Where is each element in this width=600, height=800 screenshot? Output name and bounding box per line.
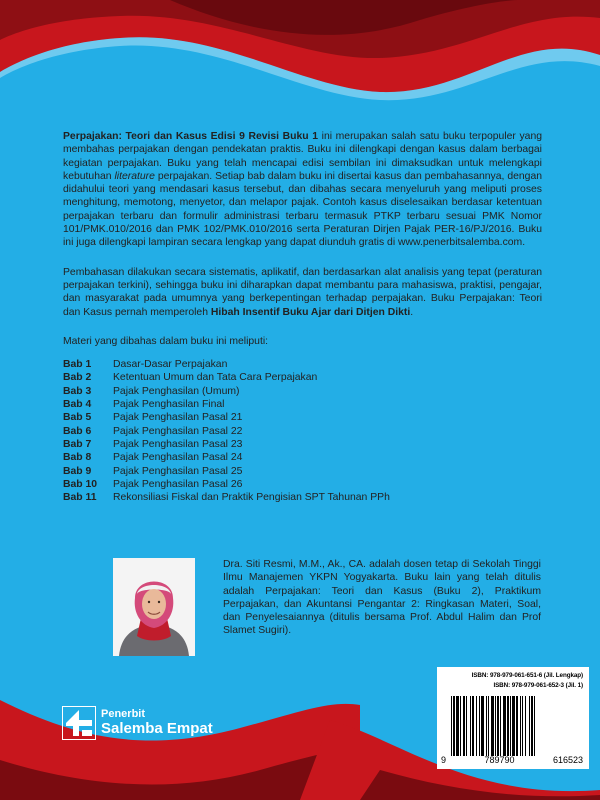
barcode-bar [529, 696, 530, 756]
chapter-number: Bab 1 [63, 359, 92, 371]
publisher-name: Salemba Empat [101, 720, 213, 737]
salemba-logo-icon [62, 706, 96, 740]
description-text: perpajakan. Setiap bab dalam buku ini disertai kasus dan pembahasannya, dengan didahului teori yang mendasari kasus tersebut, dan dibahas secara menyeluruh yang meliputi proses menghitung, memotong, menyetor, dan melapor pajak. Contoh kasus diselesaikan berdasar ketentuan perpajakan terbaru dan formulir administrasi terbaru termasuk PTKP terbaru sesuai PMK Nomor 101/PMK.010/2016 dan PMK 102/PMK.010/2016 serta Peraturan Dirjen Pajak PER-16/PJ/2016. Buku ini juga dilengkapi lampiran secara lengkap yang dapat diunduh gratis di www.penerbitsalemba.com. [63, 170, 543, 249]
description-text: ini merupakan salah satu buku terpopuler yang membahas perpajakan dengan pendekatan praktis. Buku ini dilengkapi dengan kasus dalam berbagai kegiatan perpajakan. Buku yang telah mencapai edisi sembilan ini dimaksudkan untuk melengkapi kebutuhan [63, 131, 543, 182]
chapters-intro: Materi yang dibahas dalam buku ini meliputi: [63, 335, 269, 347]
barcode-bar [522, 696, 523, 756]
chapter-number: Bab 2 [63, 372, 92, 384]
chapter-item [63, 398, 542, 411]
chapter-list [63, 358, 542, 504]
barcode-bar [460, 696, 461, 756]
isbn-barcode-box [437, 667, 589, 769]
barcode-bar [470, 696, 471, 756]
barcode-bar [456, 696, 459, 756]
chapter-number: Bab 6 [63, 425, 92, 437]
author-photo [113, 558, 195, 656]
chapter-item [63, 478, 542, 491]
chapter-item [63, 465, 542, 478]
italic-word: literature [114, 170, 155, 182]
chapter-item [63, 411, 542, 424]
barcode-bar [486, 696, 487, 756]
barcode-digit-group: 789790 [484, 755, 515, 765]
barcode-bar [476, 696, 477, 756]
barcode-bar [534, 696, 535, 756]
chapter-title: Pajak Penghasilan (Umum) [113, 385, 240, 397]
chapter-number: Bab 4 [63, 399, 92, 411]
barcode-bar [531, 696, 533, 756]
chapter-number: Bab 8 [63, 452, 92, 464]
chapter-title: Pajak Penghasilan Pasal 25 [113, 465, 243, 477]
award-text: Hibah Insentif Buku Ajar dari Ditjen Dikti [210, 306, 411, 318]
chapter-number: Bab 11 [63, 492, 97, 504]
isbn-line-2: ISBN: 978-979-061-652-3 (Jil. 1) [493, 682, 583, 689]
barcode-bar [466, 696, 467, 756]
chapter-item [63, 385, 542, 398]
chapter-title: Pajak Penghasilan Pasal 24 [113, 452, 243, 464]
barcode-bar [507, 696, 509, 756]
publisher-logo [62, 706, 232, 748]
barcode-bar [503, 696, 506, 756]
barcode-bar [463, 696, 465, 756]
chapter-title: Pajak Penghasilan Pasal 22 [113, 425, 243, 437]
description-text: . [410, 306, 414, 318]
chapter-number: Bab 3 [63, 385, 92, 397]
barcode-bar [500, 696, 501, 756]
description-paragraph-2 [63, 266, 542, 319]
barcode-bar [516, 696, 518, 756]
chapter-item [63, 358, 542, 371]
barcode-bar [497, 696, 499, 756]
chapter-title: Dasar-Dasar Perpajakan [113, 359, 228, 371]
barcode-bar [491, 696, 494, 756]
barcode-bar [520, 696, 521, 756]
chapter-title: Pajak Penghasilan Final [113, 399, 225, 411]
barcode-bar [453, 696, 455, 756]
chapter-number: Bab 9 [63, 465, 92, 477]
barcode-digits [441, 755, 583, 765]
barcode-digit-group: 616523 [552, 755, 583, 765]
barcode-bar [479, 696, 480, 756]
chapter-item [63, 451, 542, 464]
author-bio: Dra. Siti Resmi, M.M., Ak., CA. adalah dosen tetap di Sekolah Tinggi Ilmu Manajemen YKPN Yogyakarta. Buku lain yang telah ditulis adalah Perpajakan: Teori dan Kasus (Buku 2), Praktikum Perpajakan, dan Akuntansi Pengantar 2: Ringkasan Materi, Soal, dan Penyelesaiannya (ditulis bersama Prof. Abdul Halim dan Prof Slamet Sugiri). [223, 559, 541, 637]
barcode-image [451, 696, 579, 756]
description-paragraph-1 [63, 130, 542, 250]
chapter-title: Pajak Penghasilan Pasal 21 [113, 412, 243, 424]
chapter-item [63, 371, 542, 384]
chapter-item [63, 425, 542, 438]
barcode-bar [512, 696, 515, 756]
chapter-title: Rekonsiliasi Fiskal dan Praktik Pengisian SPT Tahunan PPh [113, 492, 390, 504]
chapter-title: Ketentuan Umum dan Tata Cara Perpajakan [113, 372, 318, 384]
publisher-label: Penerbit [101, 708, 146, 720]
chapter-title: Pajak Penghasilan Pasal 23 [113, 438, 243, 450]
isbn-line-1: ISBN: 978-979-061-651-6 (Jil. Lengkap) [471, 672, 583, 679]
barcode-bar [472, 696, 474, 756]
chapter-number: Bab 5 [63, 412, 92, 424]
book-title: Perpajakan: Teori dan Kasus Edisi 9 Revisi Buku 1 [63, 131, 319, 142]
barcode-bar [488, 696, 489, 756]
barcode-bar [510, 696, 511, 756]
barcode-bar [525, 696, 526, 756]
back-cover-text [63, 130, 542, 504]
description-text: Pembahasan dilakukan secara sistematis, aplikatif, dan berdasarkan alat analisis yang tepat (peraturan perpajakan terkini), sehingga buku ini diharapkan dapat membantu para mahasiswa, praktisi, pengajar, dan masyarakat pada umumnya yang berkepentingan terhadap perpajakan. Buku Perpajakan: Teori dan Kasus pernah memperoleh [63, 266, 542, 318]
barcode-digit-group: 9 [441, 755, 447, 765]
chapter-number: Bab 10 [63, 478, 98, 490]
barcode-bar [451, 696, 452, 756]
barcode-bar [481, 696, 484, 756]
barcode-bar [495, 696, 496, 756]
chapter-item [63, 491, 542, 504]
chapter-title: Pajak Penghasilan Pasal 26 [113, 478, 243, 490]
chapter-number: Bab 7 [63, 438, 92, 450]
chapter-item [63, 438, 542, 451]
